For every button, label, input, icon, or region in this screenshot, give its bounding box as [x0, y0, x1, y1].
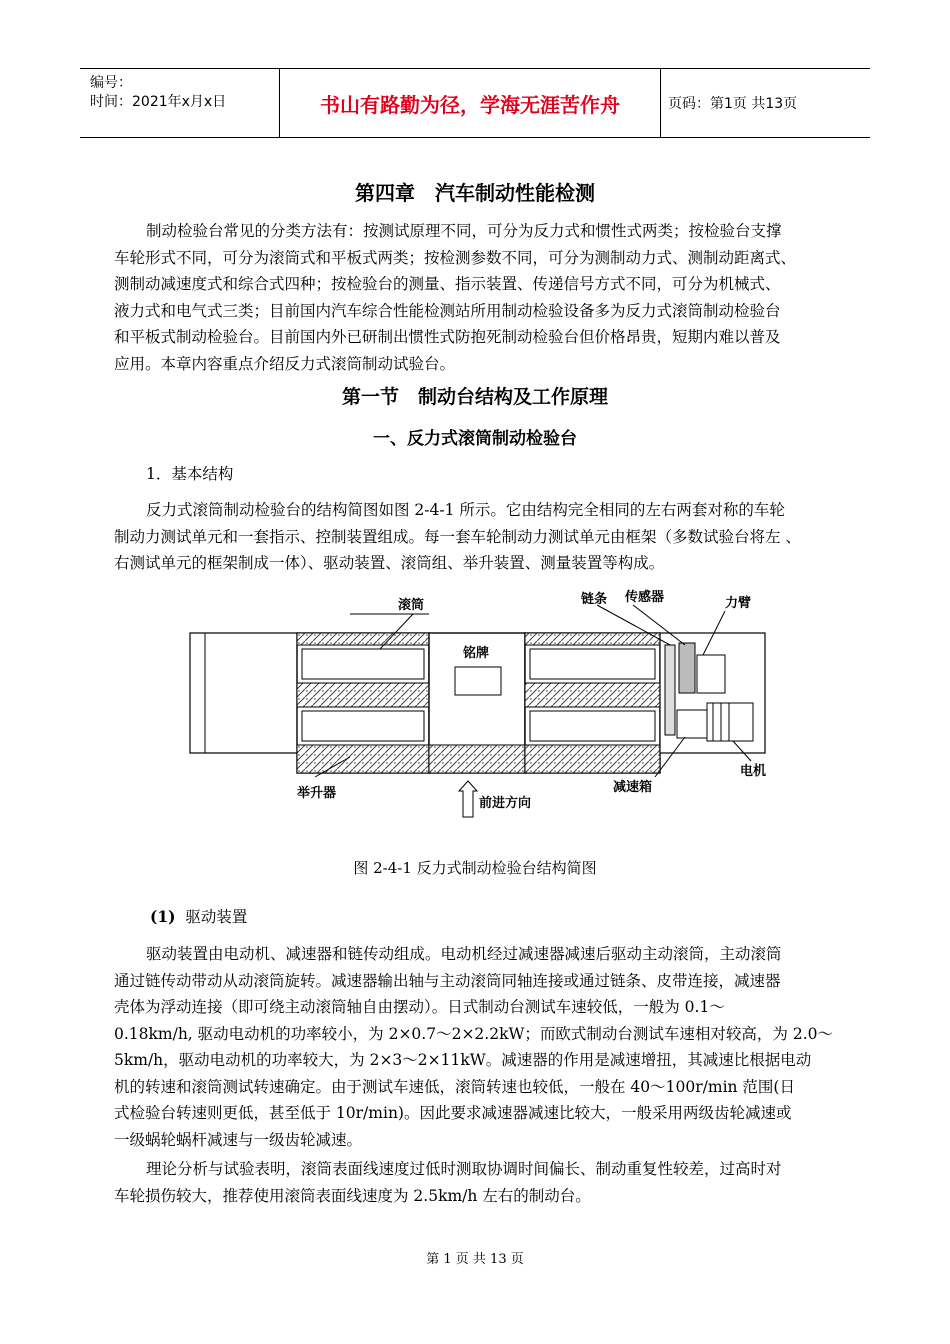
chain-drive: [665, 645, 675, 735]
text-line: 和平板式制动检验台。目前国内外已研制出惯性式防抱死制动检验台但价格昂贵，短期内难以普及: [114, 328, 781, 346]
text-line: 理论分析与试验表明，滚筒表面线速度过低时测取协调时间偏长、制动重复性较差，过高时对: [146, 1160, 782, 1178]
left-ramp: [190, 633, 298, 753]
lifter-plate: [297, 683, 429, 707]
text-line: 0.18km/h, 驱动电动机的功率较小，为 2×0.7～2×2.2kW；而欧式制动台测试车速相对较高，为 2.0～: [114, 1024, 833, 1043]
force-arm: [697, 655, 725, 693]
text-line: 制动力测试单元和一套指示、控制装置组成。每一套车轮制动力测试单元由框架（多数试验台将左 、: [114, 527, 801, 546]
intro-paragraph: [114, 218, 838, 377]
drive-heading-text: 驱动装置: [185, 908, 248, 926]
header-motto: 书山有路勤为径，学海无涯苦作舟: [280, 69, 661, 137]
text-line: 车轮形式不同，可分为滚筒式和平板式两类；按检测参数不同，可分为测制动力式、测制动距离式、: [114, 248, 797, 267]
header-info-cell: [80, 69, 280, 137]
text-line: 壳体为浮动连接（即可绕主动滚筒轴自由摆动）。日式制动台测试车速较低，一般为 0.1～: [114, 998, 725, 1016]
header-page-number: 页码：第1页 共13页: [668, 96, 798, 112]
nameplate-box: [455, 667, 501, 695]
label-gearbox: 减速箱: [613, 780, 653, 795]
text-line: 应用。本章内容重点介绍反力式滚筒制动试验台。: [114, 354, 456, 373]
label-sensor: 传感器: [625, 590, 665, 605]
text-line: 一级蜗轮蜗杆减速与一级齿轮减速。: [114, 1130, 363, 1149]
page-header: [80, 68, 870, 138]
drive-heading-number: (1): [150, 907, 176, 926]
doc-time-label: 时间：2021年x月x日: [90, 94, 227, 110]
text-line: 测制动减速度式和综合式四种；按检验台的测量、指示装置、传递信号方式不同，可分为机械式、: [114, 275, 781, 293]
text-line: 5km/h，驱动电动机的功率较大，为 2×3～2×11kW。减速器的作用是减速增扭，其减速比根据电动: [114, 1051, 812, 1069]
gearbox: [677, 710, 707, 738]
text-line: 液力式和电气式三类；目前国内汽车综合性能检测站所用制动检验设备多为反力式滚筒制动检验台: [114, 301, 781, 320]
front-roller: [302, 649, 424, 679]
label-lifter: 举升器: [297, 786, 337, 801]
drive-paragraph: [114, 941, 838, 1153]
label-chain: 链条: [581, 592, 608, 607]
text-line: 式检验台转速则更低，甚至低于 10r/min)。因此要求减速器减速比较大，一般采用两级齿轮减速或: [114, 1104, 792, 1122]
label-arm: 力臂: [725, 596, 752, 611]
doc-number-label: 编号：: [90, 75, 132, 91]
page-footer: 第 1 页 共 13 页: [426, 1252, 524, 1267]
figure-caption: 图 2-4-1 反力式制动检验台结构简图: [353, 859, 597, 877]
rear-roller: [302, 711, 424, 741]
chapter-title: 第四章 汽车制动性能检测: [355, 181, 595, 205]
text-line: 机的转速和滚筒测试转速确定。由于测试车速低，滚筒转速也较低，一般在 40～100r/min 范围(日: [114, 1077, 795, 1096]
section-title: 第一节 制动台结构及工作原理: [341, 386, 608, 408]
drive-heading: [150, 905, 247, 927]
label-nameplate: 铭牌: [463, 646, 490, 661]
brake-tester-diagram: [185, 585, 770, 825]
text-line: 制动检验台常见的分类方法有：按测试原理不同，可分为反力式和惯性式两类；按检验台支撑: [146, 222, 782, 240]
text-line: 右测试单元的框架制成一体）、驱动装置、滚筒组、举升装置、测量装置等构成。: [114, 554, 665, 572]
label-roller: 滚筒: [398, 598, 425, 613]
text-line: 反力式滚筒制动检验台的结构简图如图 2-4-1 所示。它由结构完全相同的左右两套对称的车轮: [146, 501, 785, 519]
electric-motor: [707, 703, 753, 741]
label-forward: 前进方向: [479, 796, 532, 811]
text-line: 驱动装置由电动机、减速器和链传动组成。电动机经过减速器减速后驱动主动滚筒，主动滚筒: [146, 945, 782, 963]
subsection-title: 一、反力式滚筒制动检验台: [373, 429, 577, 449]
text-line: 通过链传动带动从动滚筒旋转。减速器输出轴与主动滚筒同轴连接或通过链条、皮带连接，减速器: [114, 971, 781, 990]
text-line: 车轮损伤较大，推荐使用滚筒表面线速度为 2.5km/h 左右的制动台。: [114, 1186, 591, 1205]
item-basic-structure: 1．基本结构: [146, 465, 234, 483]
forward-arrow-icon: [459, 781, 477, 817]
theory-paragraph: [114, 1156, 838, 1209]
label-motor: 电机: [740, 764, 767, 779]
structure-paragraph: [114, 497, 838, 577]
force-sensor: [679, 643, 695, 693]
